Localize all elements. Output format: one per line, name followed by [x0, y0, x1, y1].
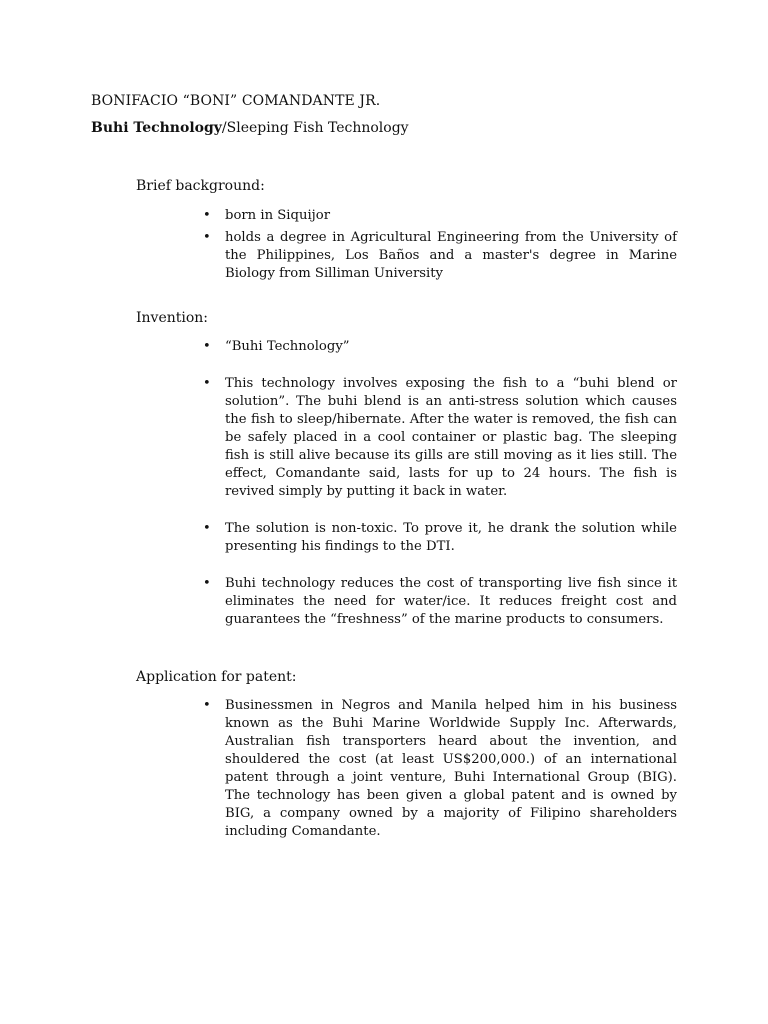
list-item — [203, 575, 677, 629]
document-title: BONIFACIO “BONI” COMANDANTE JR. — [91, 93, 381, 109]
list-item — [203, 229, 677, 283]
list-item — [203, 338, 677, 356]
background-list — [203, 207, 677, 283]
document-subtitle — [91, 120, 409, 136]
section-heading-background: Brief background: — [136, 178, 265, 194]
subtitle-technology-name: Buhi Technology — [91, 120, 222, 136]
invention-list — [203, 338, 677, 629]
list-item-text: Buhi technology reduces the cost of transporting live fish since it eliminates the need for water/ice. It reduces freight cost and guarantees the “freshness” of the marine products to consumers. — [225, 576, 677, 627]
bullet-icon: • — [203, 376, 211, 391]
section-patent — [136, 668, 696, 839]
bullet-icon: • — [203, 521, 211, 536]
list-item-text: The solution is non-toxic. To prove it, he drank the solution while presenting his findings to the DTI. — [225, 521, 677, 554]
patent-list — [203, 697, 677, 841]
list-item-text: This technology involves exposing the fish to a “buhi blend or solution”. The buhi blend is an anti-stress solution which causes the fish to sleep/hibernate. After the water is removed, the fish can be safely placed in a cool container or plastic bag. The sleeping fish is still alive because its gills are still moving as it lies still. The effect, Comandante said, lasts for up to 24 hours. The fish is revived simply by putting it back in water. — [225, 376, 677, 499]
bullet-icon: • — [203, 208, 211, 223]
list-item — [203, 520, 677, 556]
section-heading-invention: Invention: — [136, 310, 209, 326]
bullet-icon: • — [203, 698, 211, 713]
list-item-text: Businessmen in Negros and Manila helped him in his business known as the Buhi Marine Worldwide Supply Inc. Afterwards, Australian fish transporters heard about the invention, and shouldered the cost (at least US$200,000.) of an international patent through a joint venture, Buhi International Group (BIG). The technology has been given a global patent and is owned by BIG, a company owned by a majority of Filipino shareholders including Comandante. — [225, 698, 677, 839]
list-item-text: born in Siquijor — [225, 208, 331, 223]
list-item — [203, 375, 677, 501]
subtitle-alt-name: /Sleeping Fish Technology — [221, 120, 409, 136]
bullet-icon: • — [203, 576, 211, 591]
list-item — [203, 207, 677, 225]
section-heading-patent: Application for patent: — [136, 669, 297, 685]
list-item-text: “Buhi Technology” — [225, 339, 350, 354]
bullet-icon: • — [203, 339, 211, 354]
section-invention — [136, 309, 696, 627]
list-item-text: holds a degree in Agricultural Engineering from the University of the Philippines, Los Baños and a master's degree in Marine Biology from Silliman University — [225, 230, 677, 281]
section-background — [136, 177, 696, 281]
bullet-icon: • — [203, 230, 211, 245]
list-item — [203, 697, 677, 841]
